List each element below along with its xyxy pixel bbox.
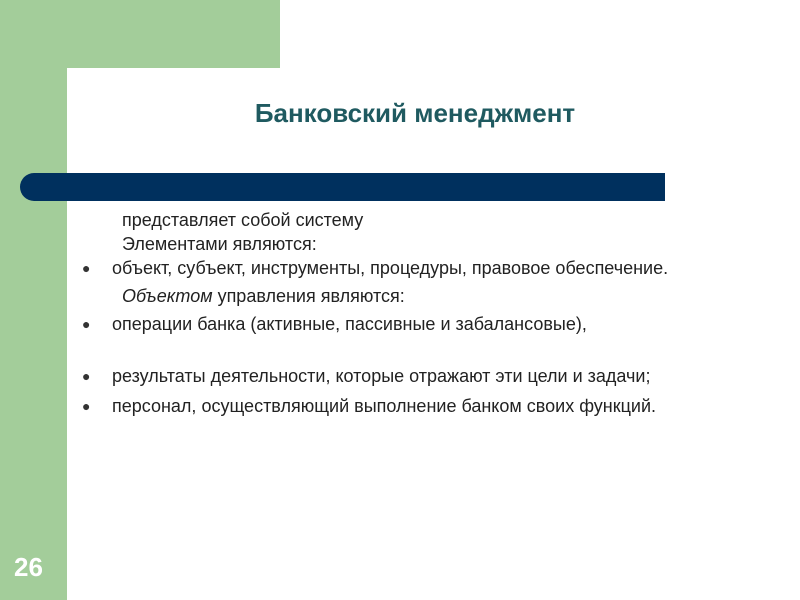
body-line-object xyxy=(122,284,718,308)
bullet-icon: ● xyxy=(82,398,91,414)
page-number: 26 xyxy=(14,552,43,582)
bullet-item xyxy=(82,256,718,280)
bullet-icon: ● xyxy=(82,368,91,384)
bullet-text: персонал, осуществляющий выполнение банком своих функций. xyxy=(112,396,657,416)
title-divider-bar xyxy=(20,173,665,201)
spacer xyxy=(78,336,718,364)
bullet-text: объект, субъект, инструменты, процедуры, правовое обеспечение. xyxy=(112,258,669,278)
body-line-object-rest: управления являются: xyxy=(212,286,405,306)
bullet-item xyxy=(82,364,718,388)
bullet-text: результаты деятельности, которые отражают эти цели и задачи; xyxy=(112,366,651,386)
italic-word: Объектом xyxy=(122,286,213,306)
top-green-block xyxy=(0,0,280,68)
bullet-item xyxy=(82,394,718,418)
bullet-icon: ● xyxy=(82,316,91,332)
bullet-text: операции банка (активные, пассивные и забалансовые), xyxy=(112,314,587,334)
bullet-icon: ● xyxy=(82,260,91,276)
body-line-elements: Элементами являются: xyxy=(122,234,317,254)
slide-body xyxy=(78,208,718,418)
body-line-system: представляет собой систему xyxy=(122,210,364,230)
bullet-item xyxy=(82,312,718,336)
left-green-stripe xyxy=(0,0,67,600)
slide-title: Банковский менеджмент xyxy=(254,98,576,128)
